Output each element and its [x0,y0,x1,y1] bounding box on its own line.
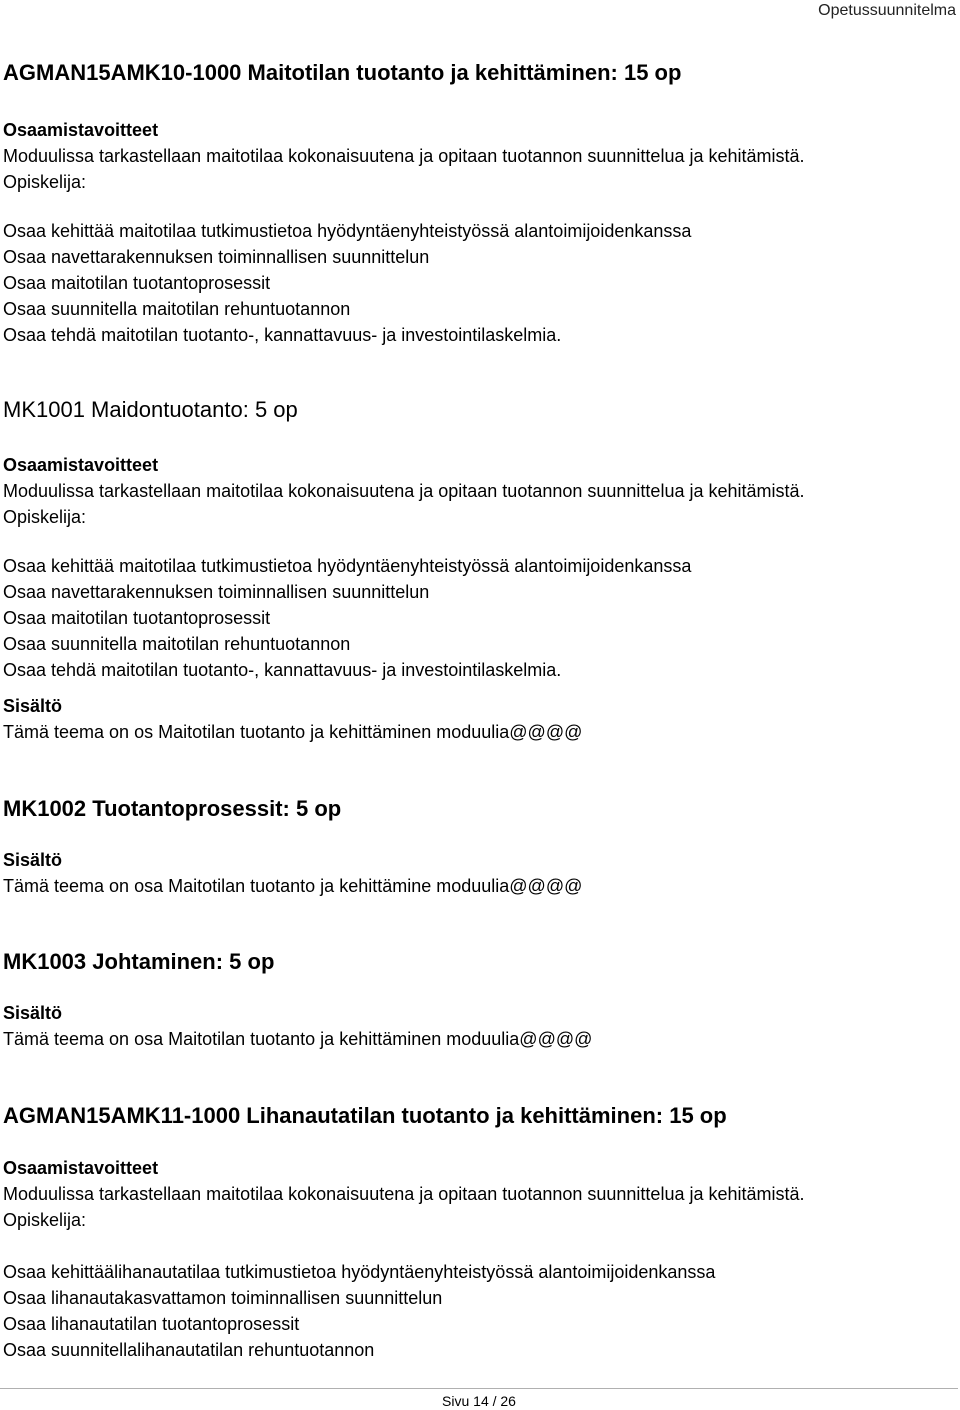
goal-item: Osaa kehittää maitotilaa tutkimustietoa hyödyntäenyhteistyössä alantoimijoidenkanssa [3,556,692,576]
goals-intro: Moduulissa tarkastellaan maitotilaa kokonaisuutena ja opitaan tuotannon suunnittelua ja kehitämistä. [3,481,805,501]
goal-item: Osaa lihanautatilan tuotantoprosessit [3,1314,300,1334]
content-heading: Sisältö [3,1003,63,1023]
goal-item: Osaa kehittää maitotilaa tutkimustietoa hyödyntäenyhteistyössä alantoimijoidenkanssa [3,221,692,241]
goal-item: Osaa maitotilan tuotantoprosessit [3,608,271,628]
course-content-block [3,847,958,899]
content-heading: Sisältö [3,850,63,870]
content-text: Tämä teema on osa Maitotilan tuotanto ja kehittämine moduulia@@@@ [3,876,583,896]
goals-heading: Osaamistavoitteet [3,120,159,140]
goal-item: Osaa navettarakennuksen toiminnallisen suunnittelun [3,582,430,602]
course-content-block [3,1000,958,1052]
goals-heading: Osaamistavoitteet [3,1158,159,1178]
page-number: Sivu 14 / 26 [442,1393,516,1409]
course-section-mk1003 [3,949,958,975]
module-goals-block [3,117,958,195]
module-title: AGMAN15AMK10-1000 Maitotilan tuotanto ja kehittäminen: 15 op [3,60,682,85]
module-goals-block [3,1155,958,1233]
course-goals-block [3,452,958,530]
goal-item: Osaa tehdä maitotilan tuotanto-, kannattavuus- ja investointilaskelmia. [3,325,562,345]
student-label: Opiskelija: [3,172,87,192]
student-label: Opiskelija: [3,507,87,527]
goals-list [3,1259,958,1363]
course-section-mk1002 [3,796,958,822]
content-heading: Sisältö [3,696,63,716]
goals-intro: Moduulissa tarkastellaan maitotilaa kokonaisuutena ja opitaan tuotannon suunnittelua ja kehitämistä. [3,146,805,166]
content-text: Tämä teema on osa Maitotilan tuotanto ja kehittäminen moduulia@@@@ [3,1029,593,1049]
goals-list [3,553,958,683]
course-section-mk1001 [3,397,958,423]
goals-list [3,218,958,348]
goals-intro: Moduulissa tarkastellaan maitotilaa kokonaisuutena ja opitaan tuotannon suunnittelua ja kehitämistä. [3,1184,805,1204]
goal-item: Osaa navettarakennuksen toiminnallisen suunnittelun [3,247,430,267]
course-content-block [3,693,958,745]
course-title: MK1002 Tuotantoprosessit: 5 op [3,796,342,821]
module-section-agman15amk10 [3,60,958,86]
goal-item: Osaa maitotilan tuotantoprosessit [3,273,271,293]
module-title: AGMAN15AMK11-1000 Lihanautatilan tuotanto ja kehittäminen: 15 op [3,1103,727,1128]
goal-item: Osaa suunnitellalihanautatilan rehuntuotannon [3,1340,375,1360]
course-title: MK1003 Johtaminen: 5 op [3,949,275,974]
student-label: Opiskelija: [3,1210,87,1230]
goal-item: Osaa suunnitella maitotilan rehuntuotannon [3,634,351,654]
goal-item: Osaa tehdä maitotilan tuotanto-, kannattavuus- ja investointilaskelmia. [3,660,562,680]
goal-item: Osaa kehittäälihanautatilaa tutkimustietoa hyödyntäenyhteistyössä alantoimijoidenkanssa [3,1262,716,1282]
goal-item: Osaa suunnitella maitotilan rehuntuotannon [3,299,351,319]
module-section-agman15amk11 [3,1103,958,1129]
course-title: MK1001 Maidontuotanto: 5 op [3,397,298,422]
goal-item: Osaa lihanautakasvattamon toiminnallisen suunnittelun [3,1288,443,1308]
document-header-label: Opetussuunnitelma [818,2,956,19]
footer-divider [0,1388,958,1389]
goals-heading: Osaamistavoitteet [3,455,159,475]
content-text: Tämä teema on os Maitotilan tuotanto ja kehittäminen moduulia@@@@ [3,722,583,742]
